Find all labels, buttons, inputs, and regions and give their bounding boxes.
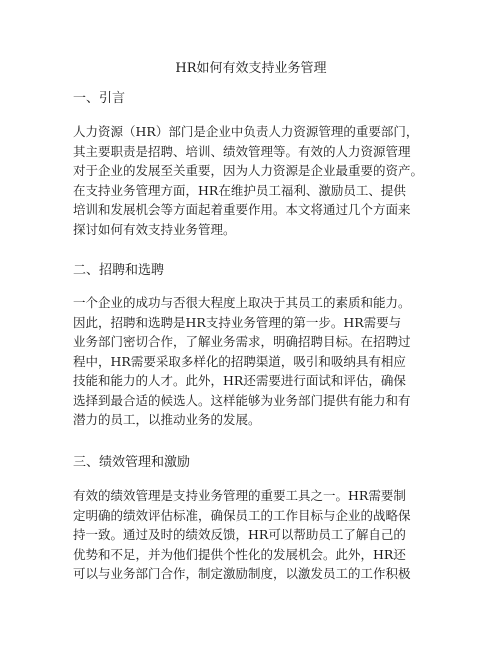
paragraph-line: 技能和能力的人才。此外，HR还需要进行面试和评估，确保 — [73, 373, 406, 388]
paragraph-line: 探讨如何有效支持业务管理。 — [73, 221, 236, 237]
paragraph-line: 有效的绩效管理是支持业务管理的重要工具之一。HR需要制 — [73, 488, 406, 503]
paragraph-line: 持一致。通过及时的绩效反馈，HR可以帮助员工了解自己的 — [73, 527, 406, 542]
paragraph-line: 培训和发展机会等方面起着重要作用。本文将通过几个方面来 — [73, 202, 411, 217]
paragraph-line: 潜力的员工，以推动业务的发展。 — [73, 412, 261, 427]
section-heading-recruitment: 二、招聘和选聘 — [73, 263, 165, 278]
section-paragraph-recruitment — [73, 293, 433, 430]
paragraph-line: 业务部门密切合作，了解业务需求，明确招聘目标。在招聘过 — [73, 334, 411, 349]
paragraph-line: 程中，HR需要采取多样化的招聘渠道，吸引和吸纳具有相应 — [73, 353, 406, 369]
paragraph-line: 因此，招聘和选聘是HR支持业务管理的第一步。HR需要与 — [73, 314, 402, 330]
paragraph-line: 在支持业务管理方面，HR在维护员工福利、激励员工、提供 — [73, 182, 406, 198]
paragraph-line: 人力资源（HR）部门是企业中负责人力资源管理的重要部门， — [73, 124, 419, 139]
section-heading-introduction: 一、引言 — [73, 91, 126, 106]
paragraph-line: 对于企业的发展至关重要，因为人力资源是企业最重要的资产。 — [73, 163, 424, 178]
paragraph-line: 其主要职责是招聘、培训、绩效管理等。有效的人力资源管理 — [73, 143, 411, 159]
section-heading-performance: 三、绩效管理和激励 — [73, 455, 191, 470]
paragraph-line: 定明确的绩效评估标准，确保员工的工作目标与企业的战略保 — [73, 507, 411, 523]
paragraph-line: 可以与业务部门合作，制定激励制度，以激发员工的工作积极 — [73, 566, 411, 581]
section-paragraph-introduction — [73, 122, 433, 239]
section-paragraph-performance — [73, 486, 433, 584]
paragraph-line: 一个企业的成功与否很大程度上取决于其员工的素质和能力。 — [73, 295, 411, 310]
document-title: HR如何有效支持业务管理 — [175, 61, 327, 76]
paragraph-line: 优势和不足，并为他们提供个性化的发展机会。此外，HR还 — [73, 546, 406, 562]
paragraph-line: 选择到最合适的候选人。这样能够为业务部门提供有能力和有 — [73, 392, 411, 408]
